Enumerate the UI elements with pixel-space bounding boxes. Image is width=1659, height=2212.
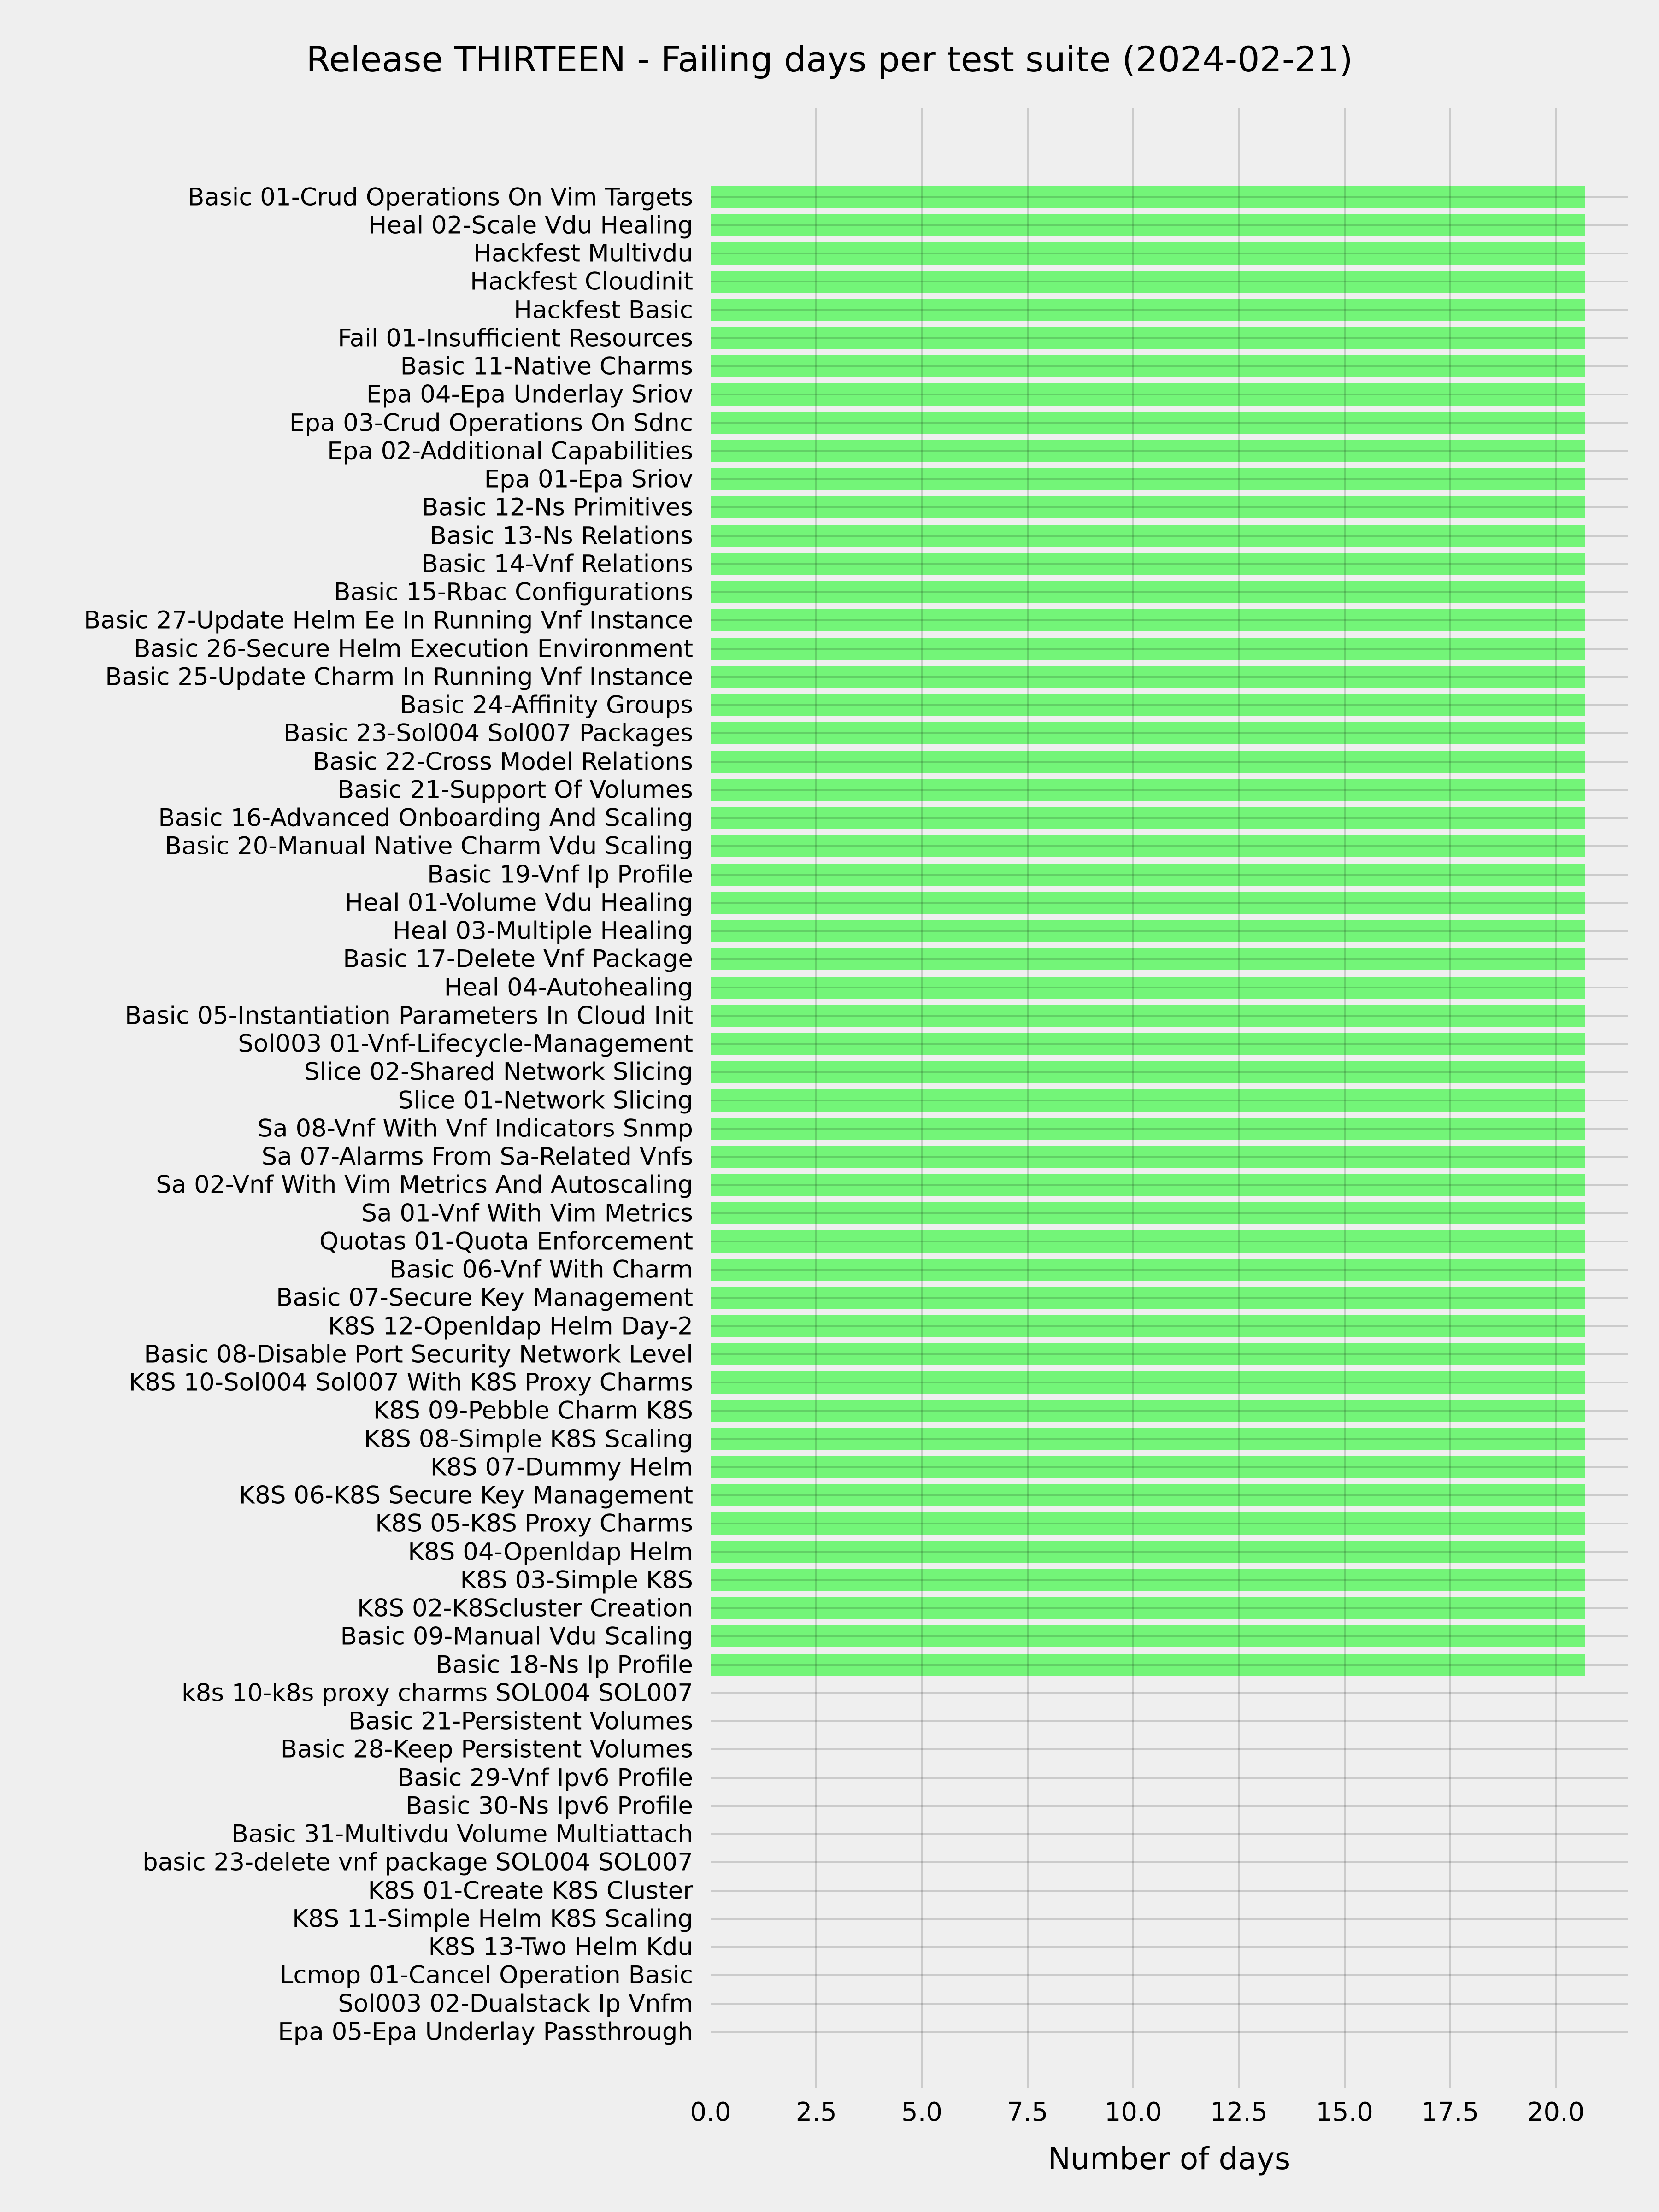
chart-row: [165, 832, 1628, 860]
chart-row: [514, 296, 1628, 324]
chart-row: [158, 804, 1628, 832]
horizontal-gridline: [711, 1974, 1628, 1976]
horizontal-gridline: [711, 422, 1628, 424]
y-tick-label: Basic 05-Instantiation Parameters In Cloud Init: [124, 1001, 693, 1030]
y-tick-label: Basic 26-Secure Helm Execution Environment: [134, 635, 693, 663]
y-tick-label: K8S 12-Openldap Helm Day-2: [328, 1312, 693, 1341]
y-tick-label: K8S 08-Simple K8S Scaling: [364, 1425, 693, 1453]
chart-row: [375, 1509, 1628, 1538]
horizontal-gridline: [711, 619, 1628, 621]
chart-row: [368, 211, 1628, 240]
y-tick-label: K8S 05-K8S Proxy Charms: [375, 1509, 693, 1538]
chart-row: [361, 1199, 1628, 1228]
horizontal-gridline: [711, 224, 1628, 226]
chart-row: [400, 352, 1628, 381]
y-tick-label: K8S 13-Two Helm Kdu: [428, 1933, 693, 1961]
chart-row: [257, 1114, 1628, 1143]
chart-row: [279, 1961, 1628, 1989]
chart-row: [397, 1764, 1628, 1792]
horizontal-gridline: [711, 2003, 1628, 2005]
chart-row: [364, 1425, 1628, 1453]
chart-row: [444, 973, 1628, 1002]
y-tick-label: K8S 01-Create K8S Cluster: [368, 1877, 693, 1905]
horizontal-gridline: [711, 450, 1628, 452]
y-tick-label: Basic 11-Native Charms: [400, 352, 693, 381]
horizontal-gridline: [711, 1269, 1628, 1271]
y-tick-label: Basic 24-Affinity Groups: [400, 691, 693, 719]
horizontal-gridline: [711, 309, 1628, 311]
y-tick-label: K8S 02-K8Scluster Creation: [357, 1594, 693, 1623]
y-tick-label: K8S 07-Dummy Helm: [430, 1453, 693, 1482]
chart-row: [400, 691, 1628, 719]
horizontal-gridline: [711, 732, 1628, 734]
y-tick-label: Basic 21-Persistent Volumes: [348, 1707, 693, 1735]
chart-row: [261, 1142, 1628, 1171]
chart-row: [435, 1651, 1628, 1679]
y-tick-label: K8S 06-K8S Secure Key Management: [239, 1481, 693, 1510]
chart-row: [84, 606, 1628, 635]
y-tick-label: Epa 02-Additional Capabilities: [327, 437, 693, 465]
y-tick-label: K8S 10-Sol004 Sol007 With K8S Proxy Charms: [129, 1368, 693, 1397]
horizontal-gridline: [711, 1833, 1628, 1835]
horizontal-gridline: [711, 1100, 1628, 1101]
y-tick-label: Lcmop 01-Cancel Operation Basic: [279, 1961, 693, 1989]
x-tick-label: 17.5: [1421, 2097, 1479, 2127]
chart-row: [428, 1933, 1628, 1961]
y-tick-label: K8S 11-Simple Helm K8S Scaling: [292, 1905, 693, 1933]
y-tick-label: Sa 01-Vnf With Vim Metrics: [361, 1199, 693, 1228]
chart-row: [283, 719, 1628, 747]
y-tick-label: Basic 23-Sol004 Sol007 Packages: [283, 719, 693, 747]
chart-row: [276, 1283, 1628, 1312]
chart-row: [340, 1622, 1628, 1651]
bars-region: [84, 108, 1628, 2088]
horizontal-gridline: [711, 958, 1628, 960]
horizontal-gridline: [711, 1382, 1628, 1383]
horizontal-gridline: [711, 1353, 1628, 1355]
chart-row: [124, 1001, 1628, 1030]
chart-row: [345, 888, 1628, 917]
plot-area: [84, 108, 1628, 2088]
horizontal-gridline: [711, 987, 1628, 988]
horizontal-gridline: [711, 1241, 1628, 1242]
y-tick-label: K8S 03-Simple K8S: [460, 1566, 693, 1594]
chart-row: [430, 1453, 1628, 1482]
horizontal-gridline: [711, 1297, 1628, 1299]
horizontal-gridline: [711, 1043, 1628, 1045]
y-tick-label: Basic 13-Ns Relations: [429, 522, 693, 550]
y-tick-label: Basic 18-Ns Ip Profile: [435, 1651, 693, 1679]
horizontal-gridline: [711, 1777, 1628, 1779]
chart-title: Release THIRTEEN - Failing days per test suite (2024-02-21): [306, 39, 1353, 80]
horizontal-gridline: [711, 930, 1628, 932]
y-tick-label: Epa 05-Epa Underlay Passthrough: [278, 2018, 693, 2046]
chart-row: [470, 267, 1628, 296]
chart-row: [427, 860, 1628, 889]
y-tick-label: K8S 04-Openldap Helm: [408, 1538, 693, 1566]
y-tick-label: Basic 06-Vnf With Charm: [389, 1255, 693, 1284]
chart-row: [239, 1481, 1628, 1510]
horizontal-gridline: [711, 1692, 1628, 1694]
horizontal-gridline: [711, 1466, 1628, 1468]
chart-row: [484, 465, 1628, 494]
chart-row: [408, 1538, 1628, 1566]
x-tick-label: 20.0: [1527, 2097, 1585, 2127]
horizontal-gridline: [711, 196, 1628, 198]
horizontal-gridline: [711, 1918, 1628, 1920]
horizontal-gridline: [711, 761, 1628, 763]
chart-row: [368, 1877, 1628, 1905]
y-tick-label: Epa 03-Crud Operations On Sdnc: [289, 409, 693, 437]
y-tick-label: Basic 30-Ns Ipv6 Profile: [406, 1792, 693, 1820]
chart-row: [338, 324, 1628, 353]
chart-row: [429, 522, 1628, 550]
chart-row: [188, 183, 1628, 212]
chart-row: [348, 1707, 1628, 1735]
horizontal-gridline: [711, 1635, 1628, 1637]
y-tick-label: Basic 19-Vnf Ip Profile: [427, 860, 693, 889]
y-tick-label: Basic 12-Ns Primitives: [422, 493, 693, 522]
chart-row: [319, 1227, 1628, 1256]
y-tick-label: Basic 15-Rbac Configurations: [334, 578, 693, 606]
y-tick-label: Basic 08-Disable Port Security Network Level: [144, 1340, 693, 1369]
y-tick-label: Basic 17-Delete Vnf Package: [343, 945, 693, 973]
chart-row: [389, 1255, 1628, 1284]
horizontal-gridline: [711, 1720, 1628, 1722]
horizontal-gridline: [711, 337, 1628, 339]
chart-row: [392, 917, 1628, 945]
horizontal-gridline: [711, 1325, 1628, 1327]
horizontal-gridline: [711, 1494, 1628, 1496]
horizontal-gridline: [711, 1890, 1628, 1892]
horizontal-gridline: [711, 365, 1628, 367]
chart-row: [398, 1086, 1628, 1115]
horizontal-gridline: [711, 874, 1628, 876]
chart-row: [280, 1735, 1628, 1764]
y-tick-label: Hackfest Basic: [514, 296, 693, 324]
y-tick-label: Basic 20-Manual Native Charm Vdu Scaling: [165, 832, 693, 860]
horizontal-gridline: [711, 394, 1628, 395]
chart-row: [338, 1989, 1628, 2018]
y-tick-label: basic 23-delete vnf package SOL004 SOL007: [142, 1848, 693, 1877]
x-tick-label: 2.5: [795, 2097, 837, 2127]
chart-row: [422, 493, 1628, 522]
horizontal-gridline: [711, 1748, 1628, 1750]
y-tick-label: Sa 08-Vnf With Vnf Indicators Snmp: [257, 1114, 693, 1143]
y-tick-label: Epa 01-Epa Sriov: [484, 465, 693, 494]
chart-row: [334, 578, 1628, 606]
chart-row: [142, 1848, 1628, 1877]
chart-row: [289, 409, 1628, 437]
y-tick-label: K8S 09-Pebble Charm K8S: [373, 1396, 693, 1425]
y-tick-label: Basic 28-Keep Persistent Volumes: [280, 1735, 693, 1764]
horizontal-gridline: [711, 845, 1628, 847]
y-tick-label: Epa 04-Epa Underlay Sriov: [366, 380, 693, 409]
horizontal-gridline: [711, 1861, 1628, 1863]
y-tick-label: Basic 14-Vnf Relations: [421, 550, 693, 578]
chart-row: [343, 945, 1628, 973]
horizontal-gridline: [711, 281, 1628, 282]
chart-row: [421, 550, 1628, 578]
y-tick-label: k8s 10-k8s proxy charms SOL004 SOL007: [181, 1679, 693, 1707]
horizontal-gridline: [711, 1607, 1628, 1609]
chart-row: [328, 1312, 1628, 1341]
y-tick-label: Slice 02-Shared Network Slicing: [304, 1058, 693, 1086]
horizontal-gridline: [711, 1015, 1628, 1017]
y-tick-label: Hackfest Cloudinit: [470, 267, 693, 296]
horizontal-gridline: [711, 1664, 1628, 1666]
y-tick-label: Hackfest Multivdu: [473, 239, 693, 268]
chart-row: [105, 663, 1628, 691]
y-tick-label: Heal 04-Autohealing: [444, 973, 693, 1002]
chart-row: [327, 437, 1628, 465]
horizontal-gridline: [711, 1212, 1628, 1214]
chart-row: [134, 635, 1628, 663]
y-tick-label: Basic 22-Cross Model Relations: [312, 747, 693, 776]
horizontal-gridline: [711, 1410, 1628, 1412]
chart-row: [304, 1058, 1628, 1086]
chart-row: [337, 776, 1628, 804]
chart-row: [406, 1792, 1628, 1820]
x-tick-label: 12.5: [1210, 2097, 1268, 2127]
y-tick-label: Sol003 02-Dualstack Ip Vnfm: [338, 1989, 693, 2018]
chart-row: [144, 1340, 1628, 1369]
chart-row: [238, 1030, 1628, 1058]
horizontal-gridline: [711, 902, 1628, 904]
x-tick-label: 5.0: [901, 2097, 943, 2127]
y-tick-label: Basic 16-Advanced Onboarding And Scaling: [158, 804, 693, 832]
horizontal-gridline: [711, 648, 1628, 650]
y-tick-label: Basic 07-Secure Key Management: [276, 1283, 693, 1312]
horizontal-gridline: [711, 1523, 1628, 1524]
y-tick-label: Fail 01-Insufficient Resources: [338, 324, 693, 353]
chart-row: [357, 1594, 1628, 1623]
x-tick-label: 7.5: [1007, 2097, 1048, 2127]
chart-row: [292, 1905, 1628, 1933]
chart-row: [129, 1368, 1628, 1397]
horizontal-gridline: [711, 1551, 1628, 1553]
y-tick-label: Sol003 01-Vnf-Lifecycle-Management: [238, 1030, 693, 1058]
horizontal-gridline: [711, 563, 1628, 565]
y-tick-label: Sa 07-Alarms From Sa-Related Vnfs: [261, 1142, 693, 1171]
x-tick-label: 15.0: [1316, 2097, 1373, 2127]
horizontal-gridline: [711, 1946, 1628, 1948]
chart-row: [366, 380, 1628, 409]
horizontal-gridline: [711, 478, 1628, 480]
x-axis-label: Number of days: [1047, 2141, 1291, 2177]
horizontal-gridline: [711, 1579, 1628, 1581]
chart-row: [231, 1820, 1628, 1848]
horizontal-gridline: [711, 1156, 1628, 1158]
y-tick-label: Basic 01-Crud Operations On Vim Targets: [188, 183, 693, 212]
horizontal-gridline: [711, 704, 1628, 706]
x-tick-label: 10.0: [1104, 2097, 1162, 2127]
y-tick-label: Basic 09-Manual Vdu Scaling: [340, 1622, 693, 1651]
horizontal-gridline: [711, 1184, 1628, 1186]
y-tick-label: Basic 25-Update Charm In Running Vnf Instance: [105, 663, 693, 691]
chart-row: [312, 747, 1628, 776]
chart-row: [181, 1679, 1628, 1707]
horizontal-gridline: [711, 2031, 1628, 2033]
horizontal-gridline: [711, 1071, 1628, 1073]
chart-row: [373, 1396, 1628, 1425]
y-tick-label: Sa 02-Vnf With Vim Metrics And Autoscaling: [156, 1171, 693, 1199]
y-tick-label: Basic 27-Update Helm Ee In Running Vnf Instance: [84, 606, 693, 635]
horizontal-gridline: [711, 506, 1628, 508]
chart-row: [278, 2018, 1628, 2046]
y-tick-label: Quotas 01-Quota Enforcement: [319, 1227, 693, 1256]
horizontal-gridline: [711, 1805, 1628, 1807]
y-tick-label: Slice 01-Network Slicing: [398, 1086, 693, 1115]
horizontal-gridline: [711, 253, 1628, 254]
horizontal-gridline: [711, 535, 1628, 537]
y-tick-label: Heal 03-Multiple Healing: [392, 917, 693, 945]
horizontal-gridline: [711, 789, 1628, 791]
horizontal-gridline: [711, 676, 1628, 678]
chart-row: [473, 239, 1628, 268]
chart-row: [156, 1171, 1628, 1199]
x-tick-label: 0.0: [690, 2097, 731, 2127]
chart-row: [460, 1566, 1628, 1594]
y-tick-label: Basic 29-Vnf Ipv6 Profile: [397, 1764, 693, 1792]
horizontal-gridline: [711, 1128, 1628, 1130]
y-tick-label: Basic 31-Multivdu Volume Multiattach: [231, 1820, 693, 1848]
y-tick-label: Basic 21-Support Of Volumes: [337, 776, 693, 804]
horizontal-gridline: [711, 1438, 1628, 1440]
horizontal-gridline: [711, 591, 1628, 593]
y-tick-label: Heal 02-Scale Vdu Healing: [368, 211, 693, 240]
y-tick-label: Heal 01-Volume Vdu Healing: [345, 888, 693, 917]
horizontal-gridline: [711, 817, 1628, 819]
